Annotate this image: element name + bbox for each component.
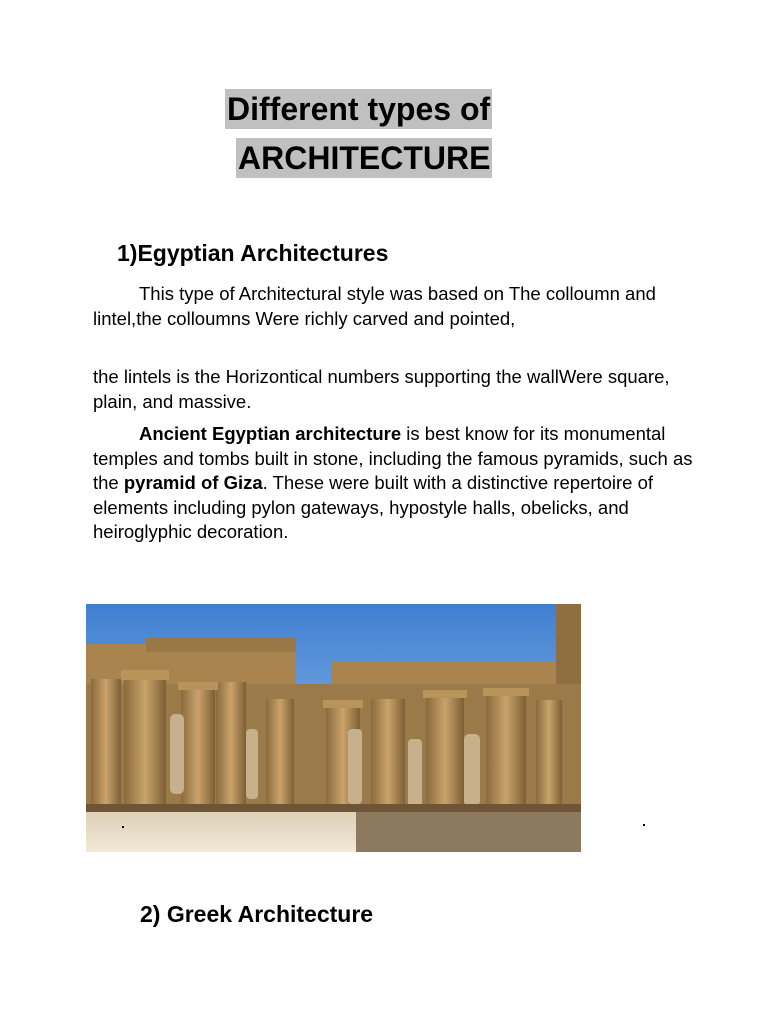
section-heading-greek: 2) Greek Architecture	[140, 901, 374, 927]
paragraph-text-2: . These were built with a distinctive repertoire of elements including pylon gateways, hypostyle halls, obelicks, and heiroglyphic decoration.	[93, 472, 654, 542]
decorative-dot-left	[122, 826, 124, 828]
bold-ancient-egyptian-architecture: Ancient Egyptian architecture	[139, 423, 402, 444]
bold-pyramid-of-giza: pyramid of Giza	[123, 472, 263, 493]
decorative-dot-right	[643, 824, 645, 826]
temple-illustration	[86, 604, 581, 852]
paragraph-lintels: the lintels is the Horizontical numbers supporting the wallWere square, plain, and massive.	[93, 366, 670, 412]
paragraph-ancient-egyptian	[93, 422, 693, 545]
section-heading-egyptian: 1)Egyptian Architectures	[117, 240, 389, 266]
egyptian-temple-photo	[86, 604, 581, 852]
title-line-2: ARCHITECTURE	[238, 140, 491, 176]
paragraph-text-1: is best know for its monumental temples and tombs built in stone, including the famous pyramids, such as the	[93, 423, 693, 493]
title-line-1: Different types of	[227, 91, 491, 127]
paragraph-column-lintel: This type of Architectural style was based on The colloumn and lintel,the colloumns Were richly carved and pointed,	[93, 283, 656, 329]
